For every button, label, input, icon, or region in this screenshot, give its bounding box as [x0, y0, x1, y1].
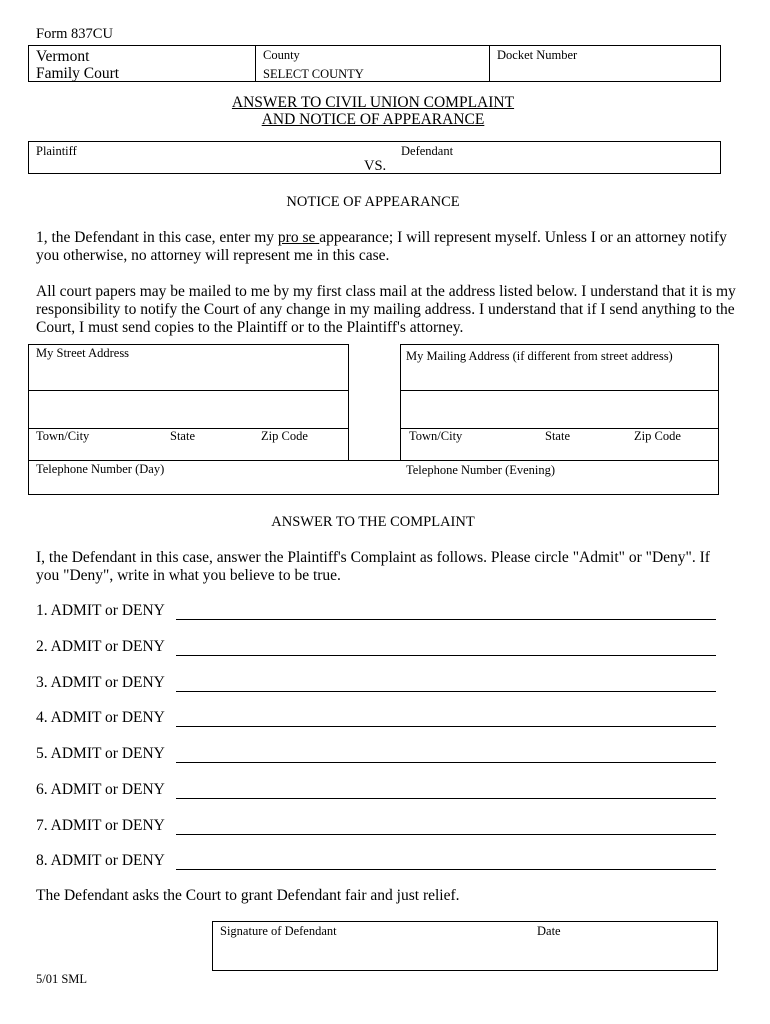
form-id: Form 837CU — [36, 26, 113, 42]
county-label: County — [263, 48, 300, 62]
docket-field[interactable] — [495, 64, 715, 80]
answer-item-2 — [36, 638, 716, 658]
answer-item-label: 1. ADMIT or DENY — [36, 602, 165, 619]
court-line-1: Vermont — [36, 48, 90, 65]
defendant-field[interactable] — [429, 158, 709, 172]
header-divider-2 — [489, 46, 490, 81]
answer-item-label: 5. ADMIT or DENY — [36, 745, 165, 762]
answer-line-2[interactable] — [176, 655, 716, 656]
answer-item-label: 2. ADMIT or DENY — [36, 638, 165, 655]
answer-line-3[interactable] — [176, 691, 716, 692]
answer-item-7 — [36, 817, 716, 837]
notice-heading: NOTICE OF APPEARANCE — [286, 194, 460, 210]
street-address-box — [28, 344, 349, 461]
notice-paragraph-1 — [36, 229, 736, 265]
answer-line-8[interactable] — [176, 869, 716, 870]
answer-item-8 — [36, 852, 716, 872]
relief-statement: The Defendant asks the Court to grant Defendant fair and just relief. — [36, 887, 460, 904]
header-box — [28, 45, 721, 82]
signature-field[interactable] — [219, 940, 519, 968]
street-town-label: Town/City — [36, 429, 90, 443]
answer-item-label: 8. ADMIT or DENY — [36, 852, 165, 869]
answer-item-4 — [36, 709, 716, 729]
telephone-evening-label: Telephone Number (Evening) — [406, 463, 556, 477]
answer-line-4[interactable] — [176, 726, 716, 727]
title-line-1: ANSWER TO CIVIL UNION COMPLAINT — [231, 94, 515, 111]
mailing-town-label: Town/City — [409, 429, 463, 443]
street-town-state-zip-field[interactable] — [35, 443, 341, 457]
answer-item-3 — [36, 674, 716, 694]
mailing-address-box — [400, 344, 719, 461]
street-zip-label: Zip Code — [261, 429, 308, 443]
telephone-evening-field[interactable] — [405, 477, 705, 492]
notice-p1-pre: 1, the Defendant in this case, enter my — [36, 229, 278, 246]
footer-code: 5/01 SML — [36, 972, 88, 986]
telephone-box — [28, 460, 719, 495]
answer-line-1[interactable] — [176, 619, 716, 620]
plaintiff-field[interactable] — [35, 158, 355, 172]
parties-box — [28, 141, 721, 174]
answer-item-label: 7. ADMIT or DENY — [36, 817, 165, 834]
mailing-state-label: State — [545, 429, 570, 443]
telephone-day-field[interactable] — [35, 477, 335, 492]
telephone-day-label: Telephone Number (Day) — [36, 462, 165, 476]
notice-paragraph-2: All court papers may be mailed to me by my first class mail at the address listed below. I understand that it is my responsibility to notify the Court of any change in my mailing address. I understand that if I send anything to the Court, I must send copies to the Plaintiff or to the Plaintiff's attorney. — [36, 283, 736, 336]
signature-box — [212, 921, 718, 971]
date-label: Date — [537, 924, 561, 938]
mailing-address-field-2[interactable] — [405, 395, 713, 425]
mailing-address-field-1[interactable] — [405, 365, 713, 387]
mailing-divider-1 — [401, 390, 718, 391]
docket-label: Docket Number — [497, 48, 578, 62]
header-divider-1 — [255, 46, 256, 81]
street-address-field-2[interactable] — [35, 395, 341, 425]
answer-line-6[interactable] — [176, 798, 716, 799]
street-address-field-1[interactable] — [35, 361, 341, 387]
vs-label: VS. — [364, 158, 387, 174]
answer-heading: ANSWER TO THE COMPLAINT — [271, 514, 475, 530]
title-line-2: AND NOTICE OF APPEARANCE — [261, 111, 485, 128]
answer-line-7[interactable] — [176, 834, 716, 835]
mailing-town-state-zip-field[interactable] — [405, 443, 713, 457]
street-state-label: State — [170, 429, 195, 443]
notice-p1-prose: pro se — [277, 229, 320, 246]
answer-intro: I, the Defendant in this case, answer the Plaintiff's Complaint as follows. Please circle "Admit" or "Deny". If you "Deny", write in what you believe to be true. — [36, 549, 710, 584]
street-divider-1 — [29, 390, 348, 391]
answer-item-label: 6. ADMIT or DENY — [36, 781, 165, 798]
notice-p1-post: appearance; I will represent myself. Unless I or an attorney notify you otherwise, no attorney will represent me in this case. — [36, 229, 727, 264]
street-address-label: My Street Address — [36, 346, 130, 360]
answer-item-1 — [36, 602, 716, 622]
mailing-zip-label: Zip Code — [634, 429, 681, 443]
answer-item-label: 4. ADMIT or DENY — [36, 709, 165, 726]
court-line-2: Family Court — [36, 65, 120, 82]
answer-item-6 — [36, 781, 716, 801]
plaintiff-label: Plaintiff — [36, 144, 77, 158]
county-select[interactable]: SELECT COUNTY — [263, 67, 364, 81]
date-field[interactable] — [535, 940, 705, 968]
answer-item-label: 3. ADMIT or DENY — [36, 674, 165, 691]
signature-label: Signature of Defendant — [220, 924, 337, 938]
answer-item-5 — [36, 745, 716, 765]
answer-line-5[interactable] — [176, 762, 716, 763]
defendant-label: Defendant — [401, 144, 454, 158]
mailing-address-label: My Mailing Address (if different from street address) — [406, 349, 673, 363]
